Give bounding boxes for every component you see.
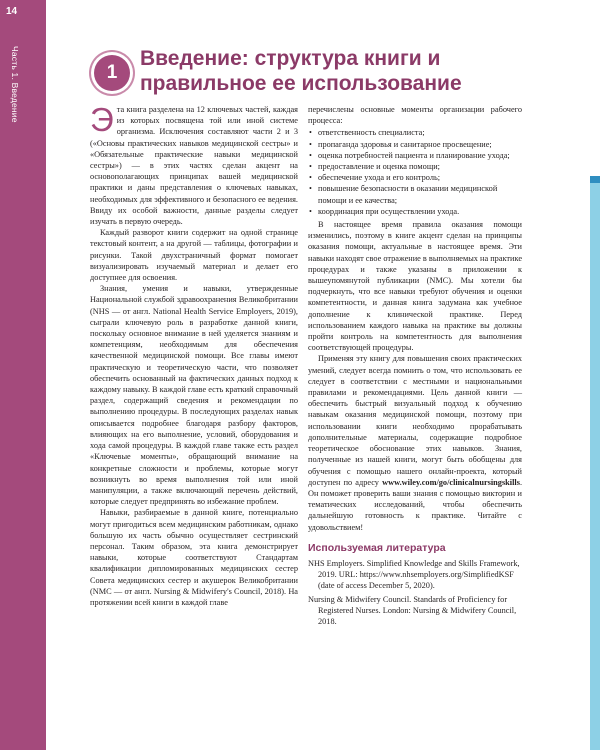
references-list bbox=[308, 558, 522, 627]
list-item: • ответственность специалиста; bbox=[308, 127, 522, 138]
reference-item: Nursing & Midwifery Council. Standards of Proficiency for Registered Nurses. London: Nursing & Midwifery Council, 2018. bbox=[308, 594, 517, 626]
workflow-bullet-list bbox=[308, 127, 522, 217]
right-edge-tab bbox=[590, 176, 600, 183]
references-heading: Используемая литература bbox=[308, 541, 446, 554]
list-item: • оценка потребностей пациента и планирование ухода; bbox=[308, 150, 522, 161]
chapter-title: Введение: структура книги и правильное ее использование bbox=[140, 47, 462, 95]
list-item: • обеспечение ухода и его контроль; bbox=[308, 172, 522, 183]
intro-text: та книга разделена на 12 ключевых частей, каждая из которых посвящена той или иной системе организма. Исключения составляют части 2 и 3 («Основы практических навыков медицинской сестры» и «Обязательные практические навыки медицинской сестры») — в этих частях сделан акцент на основополагающих принципах вашей медицинской практики и даны представления о ключевых навыках, необходимых для эффективного и безопасного ее ведения. Ввиду их особой важности, данные разделы следует изучать в первую очередь. bbox=[90, 105, 298, 227]
right-text-column bbox=[308, 104, 522, 629]
drop-cap: Э bbox=[90, 101, 114, 138]
paragraph-intro bbox=[90, 101, 298, 227]
online-resource-link[interactable]: www.wiley.com/go/clinicalnursingskills bbox=[382, 477, 520, 487]
left-text-column bbox=[90, 101, 298, 608]
reference-item: NHS Employers. Simplified Knowledge and Skills Framework, 2019. URL: https://www.nhsemployers.org/SimplifiedKSF (date of access December 5, 2020). bbox=[308, 558, 520, 591]
usage-text-end: . Он поможет проверить ваши знания с помощью викторин и тематических исследований, чтобы обеспечить дальнейшую готовность к практике. Читайте с удовольствием! bbox=[308, 477, 523, 532]
paragraph-nmc: Навыки, разбираемые в данной книге, потенциально могут пригодиться всем медицинским работникам, однако большую их часть обычно осуществляет сестринский персонал. Таким образом, эта книга демонстрирует навыки, которые соответствуют Стандартам квалификации дипломированных медицинских сестер Совета медицинских сестер и акушерок Великобритании (NMC — от англ. Nursing & Midwifery's Council, 2018). На протяжении всей книги в каждой главе bbox=[90, 508, 298, 607]
paragraph-continued: перечислены основные моменты организации рабочего процесса: bbox=[308, 105, 522, 126]
paragraph-usage bbox=[308, 353, 522, 532]
page-number: 14 bbox=[6, 6, 18, 17]
chapter-sidebar bbox=[0, 0, 46, 750]
running-head: Часть 1. Введение bbox=[10, 46, 20, 123]
paragraph-layout: Каждый разворот книги содержит на одной странице текстовый контент, а на другой — таблицы, фотографии и рисунки. Такой двухстраничный формат помогает визуализировать изучаемый материал и делает его доступнее для освоения. bbox=[90, 228, 298, 283]
list-item: • пропаганда здоровья и санитарное просвещение; bbox=[308, 139, 522, 150]
right-edge-stripe bbox=[590, 176, 600, 750]
paragraph-rules: В настоящее время правила оказания помощи изменились, поэтому в книге акцент сделан на принципы оказания помощи, актуальные в настоящее время. Эти навыки находят свое отражение в выполняемых на практике процедурах и также указаны в приложении к вышеупомянутой публикации (NMC). Мы хотели бы подчеркнуть, что все навыки требуют обучения и оценки компетентности, и данная книга задумана как учебное дополнение к клинической практике. Перед использованием каждого навыка на практике вы должны пройти контроль на компетентность для выполнения соответствующей процедуры. bbox=[308, 220, 522, 353]
chapter-number-badge: 1 bbox=[94, 55, 130, 91]
list-item: • повышение безопасности в оказании медицинской помощи и ее качества; bbox=[308, 183, 522, 205]
list-item: • координация при осуществлении ухода. bbox=[308, 206, 522, 217]
usage-text: Применяя эту книгу для повышения своих практических умений, следует всегда помнить о том, что использовать ее следует в соответствии с местными и национальными правилами и рекомендациями. Цель данной книги — обеспечить быстрый визуальный подход к обучению навыкам оказания медицинской помощи, поэтому при использовании книги необходимо прорабатывать дополнительные материалы, содержащие подробное теоретическое обоснование этих навыков. Знания, полученные из нашей книги, могут быть обобщены для обучения с помощью нашего онлайн-проекта, который доступен по адресу bbox=[308, 354, 522, 487]
paragraph-nhs: Знания, умения и навыки, утвержденные Национальной службой здравоохранения Великобритании (NHS — от англ. National Health Service Employers, 2019), сыграли ключевую роль в разработке данной книги, поскольку основное внимание в ней уделяется знаниям и компетенциям, необходимым для обеспечения качественной медицинской помощи. Все главы имеют практическую и теоретическую части, что позволяет обеспечить основанный на фактических данных подход к каждому навыку. В каждой главе есть краткий справочный раздел, содержащий сведения и рекомендации по выполнению процедуры. В последующих разделах навык описывается подробнее благодаря разбору факторов, влияющих на его выполнение, условий, оборудования и хода самой процедуры. В каждой главе также есть раздел «Ключевые моменты», обращающий внимание на конкретные сложности и проблемы, которые могут возникнуть во время выполнения той или иной манипуляции, а также включающий перечень действий, которые следует предпринять во избежание проблем. bbox=[90, 284, 298, 507]
list-item: • предоставление и оценка помощи; bbox=[308, 161, 522, 172]
